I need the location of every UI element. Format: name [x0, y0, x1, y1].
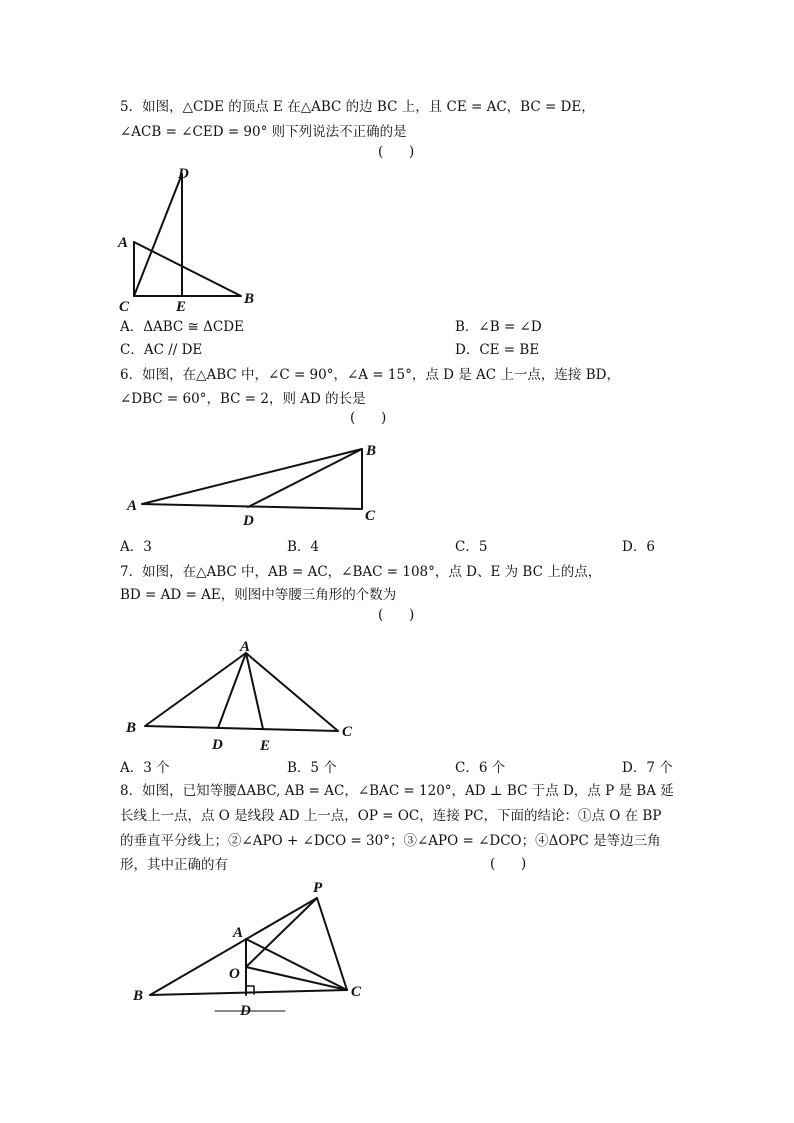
q5-stem-line2: ∠ACB = ∠CED = 90° 则下列说法不正确的是 [120, 124, 407, 140]
q6-stem-line1: 6．如图，在△ABC 中，∠C = 90°，∠A = 15°，点 D 是 AC 上一点，连接 BD， [120, 367, 620, 383]
q6-label-d: D [243, 513, 254, 529]
q5-label-b: B [244, 291, 255, 307]
q5-label-e: E [176, 299, 187, 315]
q5-option-d: D．CE = BE [455, 342, 540, 358]
q8-label-o: O [229, 966, 240, 982]
q8-answer-blank: ( ) [490, 856, 527, 872]
q5-stem-line1: 5．如图，△CDE 的顶点 E 在△ABC 的边 BC 上，且 CE = AC，BC = DE， [120, 99, 595, 115]
q8-segment-bc [150, 990, 347, 995]
q6-option-d: D．6 [622, 539, 655, 555]
q6-segment-bd [248, 449, 362, 507]
q6-option-a: A．3 [120, 539, 152, 555]
q5-label-a: A [118, 235, 129, 251]
q7-option-d: D．7 个 [622, 760, 673, 776]
q5-segment-cd [134, 174, 182, 296]
q8-figure [125, 875, 385, 1019]
q7-figure [120, 635, 360, 755]
q7-option-a: A．3 个 [120, 760, 170, 776]
q7-label-e: E [260, 738, 271, 754]
q7-label-c: C [342, 724, 353, 740]
q5-triangle-abc [134, 242, 241, 296]
q8-label-a: A [233, 925, 244, 941]
q6-label-a: A [127, 498, 138, 514]
q5-label-d: D [178, 166, 189, 182]
q6-figure [120, 437, 380, 532]
q5-option-c: C．AC // DE [120, 342, 203, 358]
q5-label-c: C [119, 299, 130, 315]
q5-figure [110, 162, 260, 315]
q5-option-b: B．∠B = ∠D [455, 319, 542, 335]
q7-label-b: B [126, 720, 137, 736]
q7-label-a: A [240, 639, 251, 655]
q7-stem-line1: 7．如图，在△ABC 中，AB = AC，∠BAC = 108°，点 D、E 为 BC 上的点， [120, 564, 602, 580]
q8-label-d: D [240, 1003, 251, 1019]
q6-stem-line2: ∠DBC = 60°，BC = 2，则 AD 的长是 [120, 391, 366, 407]
q6-answer-blank: ( ) [350, 410, 387, 426]
q8-segment-oc [246, 967, 347, 990]
q5-answer-blank: ( ) [378, 144, 415, 160]
q6-label-c: C [365, 508, 376, 524]
q7-option-b: B．5 个 [287, 760, 337, 776]
q7-option-c: C．6 个 [455, 760, 506, 776]
q5-option-a: A．ΔABC ≅ ΔCDE [120, 319, 244, 335]
q8-stem-line2: 长线上一点，点 O 是线段 AD 上一点，OP = OC，连接 PC，下面的结论：①点 O 在 BP [120, 808, 662, 824]
q8-stem-line3: 的垂直平分线上；②∠APO + ∠DCO = 30°；③∠APO = ∠DCO；④ΔOPC 是等边三角 [120, 833, 661, 849]
q8-label-p: P [313, 880, 323, 896]
q8-stem-line1: 8．如图，已知等腰ΔABC, AB = AC，∠BAC = 120°，AD ⊥ BC 于点 D，点 P 是 BA 延 [120, 783, 674, 799]
q6-option-b: B．4 [287, 539, 320, 555]
q8-label-c: C [351, 984, 362, 1000]
q6-label-b: B [366, 443, 377, 459]
q6-option-c: C．5 [455, 539, 488, 555]
q7-answer-blank: ( ) [378, 607, 415, 623]
q7-label-d: D [212, 737, 223, 753]
q7-stem-line2: BD = AD = AE，则图中等腰三角形的个数为 [120, 587, 397, 603]
q8-stem-line4: 形，其中正确的有 [120, 857, 228, 873]
q8-label-b: B [133, 988, 144, 1004]
q6-triangle-abc [142, 449, 362, 509]
